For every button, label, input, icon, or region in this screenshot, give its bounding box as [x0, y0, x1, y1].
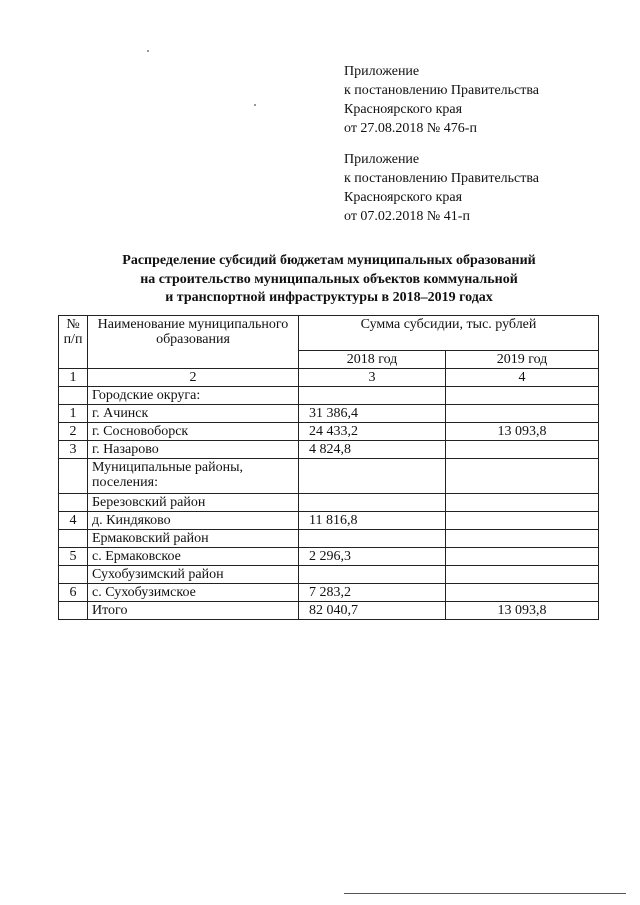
row-value-2018: 11 816,8: [299, 512, 446, 530]
appendix-reference-current: [344, 62, 624, 138]
row-value-2018: [299, 387, 446, 405]
column-number: 3: [299, 369, 446, 387]
appendix-label: Приложение: [344, 152, 420, 167]
header-year-2019: 2019 год: [446, 351, 599, 369]
title-line-2: на строительство муниципальных объектов коммунальной: [140, 271, 518, 287]
row-value-2018: [299, 494, 446, 512]
row-value-2018: [299, 566, 446, 584]
document-title: [60, 252, 598, 308]
row-name: г. Назарово: [88, 441, 299, 459]
row-name: с. Сухобузимское: [88, 584, 299, 602]
scan-speck: [254, 104, 256, 106]
row-name: г. Ачинск: [88, 405, 299, 423]
header-number: № п/п: [59, 316, 88, 369]
column-number-row: [59, 369, 599, 387]
table-row: [59, 441, 599, 459]
scan-speck: [147, 50, 149, 52]
row-name: с. Ермаковское: [88, 548, 299, 566]
row-value-2019: [446, 530, 599, 548]
row-name: Итого: [88, 602, 299, 620]
row-name: Ермаковский район: [88, 530, 299, 548]
row-value-2019: [446, 548, 599, 566]
row-number: 2: [59, 423, 88, 441]
row-value-2019: [446, 584, 599, 602]
row-value-2019: 13 093,8: [446, 423, 599, 441]
row-number: [59, 566, 88, 584]
appendix-resolution-line: к постановлению Правительства: [344, 83, 540, 98]
row-value-2019: [446, 566, 599, 584]
row-value-2019: 13 093,8: [446, 602, 599, 620]
row-value-2019: [446, 387, 599, 405]
row-name: Сухобузимский район: [88, 566, 299, 584]
column-number: 4: [446, 369, 599, 387]
row-name: Березовский район: [88, 494, 299, 512]
table-row: [59, 423, 599, 441]
title-line-1: Распределение субсидий бюджетам муниципальных образований: [122, 253, 536, 268]
row-value-2018: 7 283,2: [299, 584, 446, 602]
row-name: Городские округа:: [88, 387, 299, 405]
column-number: 1: [59, 369, 88, 387]
title-line-3: и транспортной инфраструктуры в 2018–2019 годах: [165, 290, 493, 305]
table-row: [59, 584, 599, 602]
row-number: [59, 494, 88, 512]
row-number: 6: [59, 584, 88, 602]
header-subsidy-sum: Сумма субсидии, тыс. рублей: [299, 316, 599, 351]
appendix-date-number: от 27.08.2018 № 476-п: [344, 121, 477, 136]
appendix-label: Приложение: [344, 64, 420, 79]
header-year-2018: 2018 год: [299, 351, 446, 369]
row-name: Муниципальные районы, поселения:: [88, 459, 299, 494]
row-value-2019: [446, 441, 599, 459]
row-value-2019: [446, 459, 599, 494]
table-row: [59, 494, 599, 512]
subsidy-table: [58, 315, 599, 620]
table-row: [59, 548, 599, 566]
row-number: 1: [59, 405, 88, 423]
footer-rule: [344, 893, 626, 894]
table-row: [59, 602, 599, 620]
header-name: Наименование муниципального образования: [88, 316, 299, 369]
row-number: 5: [59, 548, 88, 566]
appendix-resolution-line: к постановлению Правительства: [344, 171, 540, 186]
table-row: [59, 566, 599, 584]
row-number: [59, 459, 88, 494]
row-number: 4: [59, 512, 88, 530]
row-number: [59, 530, 88, 548]
row-number: 3: [59, 441, 88, 459]
row-value-2019: [446, 405, 599, 423]
table-row: [59, 530, 599, 548]
table-row: [59, 405, 599, 423]
row-value-2018: 2 296,3: [299, 548, 446, 566]
row-value-2018: 82 040,7: [299, 602, 446, 620]
row-name: г. Сосновоборск: [88, 423, 299, 441]
row-value-2019: [446, 512, 599, 530]
table-row: [59, 512, 599, 530]
table-header-row: [59, 316, 599, 351]
appendix-region-line: Красноярского края: [344, 190, 463, 205]
table-row: [59, 387, 599, 405]
row-value-2019: [446, 494, 599, 512]
row-value-2018: 24 433,2: [299, 423, 446, 441]
row-number: [59, 602, 88, 620]
appendix-date-number: от 07.02.2018 № 41-п: [344, 209, 470, 224]
row-name: д. Киндяково: [88, 512, 299, 530]
table-row: [59, 459, 599, 494]
column-number: 2: [88, 369, 299, 387]
row-value-2018: [299, 530, 446, 548]
row-value-2018: 4 824,8: [299, 441, 446, 459]
row-value-2018: [299, 459, 446, 494]
appendix-region-line: Красноярского края: [344, 102, 463, 117]
row-value-2018: 31 386,4: [299, 405, 446, 423]
row-number: [59, 387, 88, 405]
appendix-reference-original: [344, 150, 624, 226]
